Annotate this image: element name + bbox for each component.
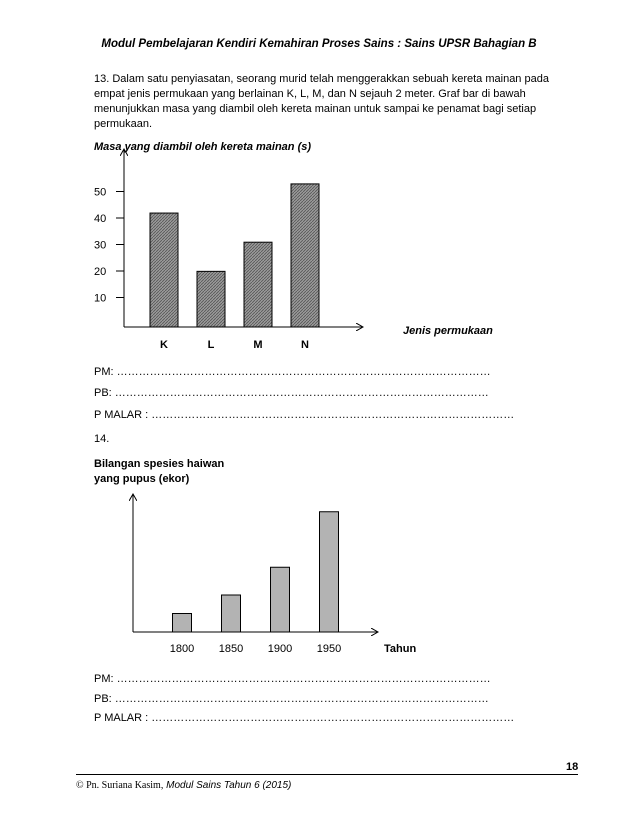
chart2-xlabel: Tahun: [384, 643, 417, 655]
q14-answer-pb[interactable]: PB: …………………………………………………………………………………………: [94, 693, 489, 705]
chart1-y-tick-label: 10: [94, 292, 107, 305]
chart2-plot: [133, 495, 377, 655]
page-header-title: Modul Pembelajaran Kendiri Kemahiran Proses Sains : Sains UPSR Bahagian B: [101, 38, 537, 50]
chart1-x-tick-label: M: [253, 339, 263, 351]
q13-answer-pmalar[interactable]: P MALAR : ………………………………………………………………………………………: [94, 409, 515, 421]
chart1-x-tick-label: N: [301, 339, 309, 351]
chart2-x-tick-label: 1850: [218, 643, 244, 655]
chart2-bar: [222, 595, 241, 632]
footer-book: Modul Sains Tahun 6 (2015): [166, 780, 292, 791]
footer-credit: [76, 780, 291, 791]
question-13-line: 13. Dalam satu penyiasatan, seorang murid telah menggerakkan sebuah kereta mainan pada: [94, 73, 549, 85]
chart1-y-tick-label: 30: [94, 239, 107, 252]
q14-answer-pmalar[interactable]: P MALAR : ………………………………………………………………………………………: [94, 712, 515, 724]
question-13-line: menunjukkan masa yang diambil oleh kereta mainan untuk sampai ke penamat bagi setiap: [94, 103, 537, 115]
q13-answer-pb[interactable]: PB: …………………………………………………………………………………………: [94, 387, 489, 399]
chart1-bar: [291, 184, 319, 327]
q14-answer-pm[interactable]: PM: …………………………………………………………………………………………: [94, 673, 491, 685]
footer-divider: [76, 774, 578, 775]
chart2-x-tick-label: 1900: [267, 643, 293, 655]
chart1-xlabel: Jenis permukaan: [403, 325, 493, 337]
chart2-ylabel-line: Bilangan spesies haiwan: [94, 458, 225, 470]
chart1-x-tick-label: K: [160, 339, 168, 351]
question-13-line: permukaan.: [94, 118, 153, 130]
q13-answer-pm[interactable]: PM: …………………………………………………………………………………………: [94, 366, 491, 378]
chart2-bar: [173, 614, 192, 633]
chart2-bar: [320, 512, 339, 632]
chart1-bar: [150, 213, 178, 327]
chart1-bar: [244, 242, 272, 327]
question-13-line: empat jenis permukaan yang berlainan K, L, M, dan N sejauh 2 meter. Graf bar di bawah: [94, 88, 526, 100]
chart2-bar: [271, 567, 290, 632]
chart1-ylabel: Masa yang diambil oleh kereta mainan (s): [94, 141, 312, 153]
footer-source: © Pn. Suriana Kasim,: [76, 780, 164, 791]
page-number: 18: [566, 761, 579, 773]
chart2-x-tick-label: 1800: [169, 643, 195, 655]
chart1-plot: [94, 150, 362, 351]
chart1-bar: [197, 271, 225, 327]
chart1-y-tick-label: 40: [94, 213, 107, 225]
chart2-ylabel: [94, 457, 224, 487]
question-14-number: 14.: [94, 433, 110, 445]
chart1-y-tick-label: 20: [94, 266, 107, 278]
chart1-y-tick-label: 50: [94, 186, 107, 199]
chart1-x-tick-label: L: [207, 339, 215, 351]
chart2-ylabel-line: yang pupus (ekor): [94, 473, 190, 485]
chart2-x-tick-label: 1950: [316, 643, 342, 655]
